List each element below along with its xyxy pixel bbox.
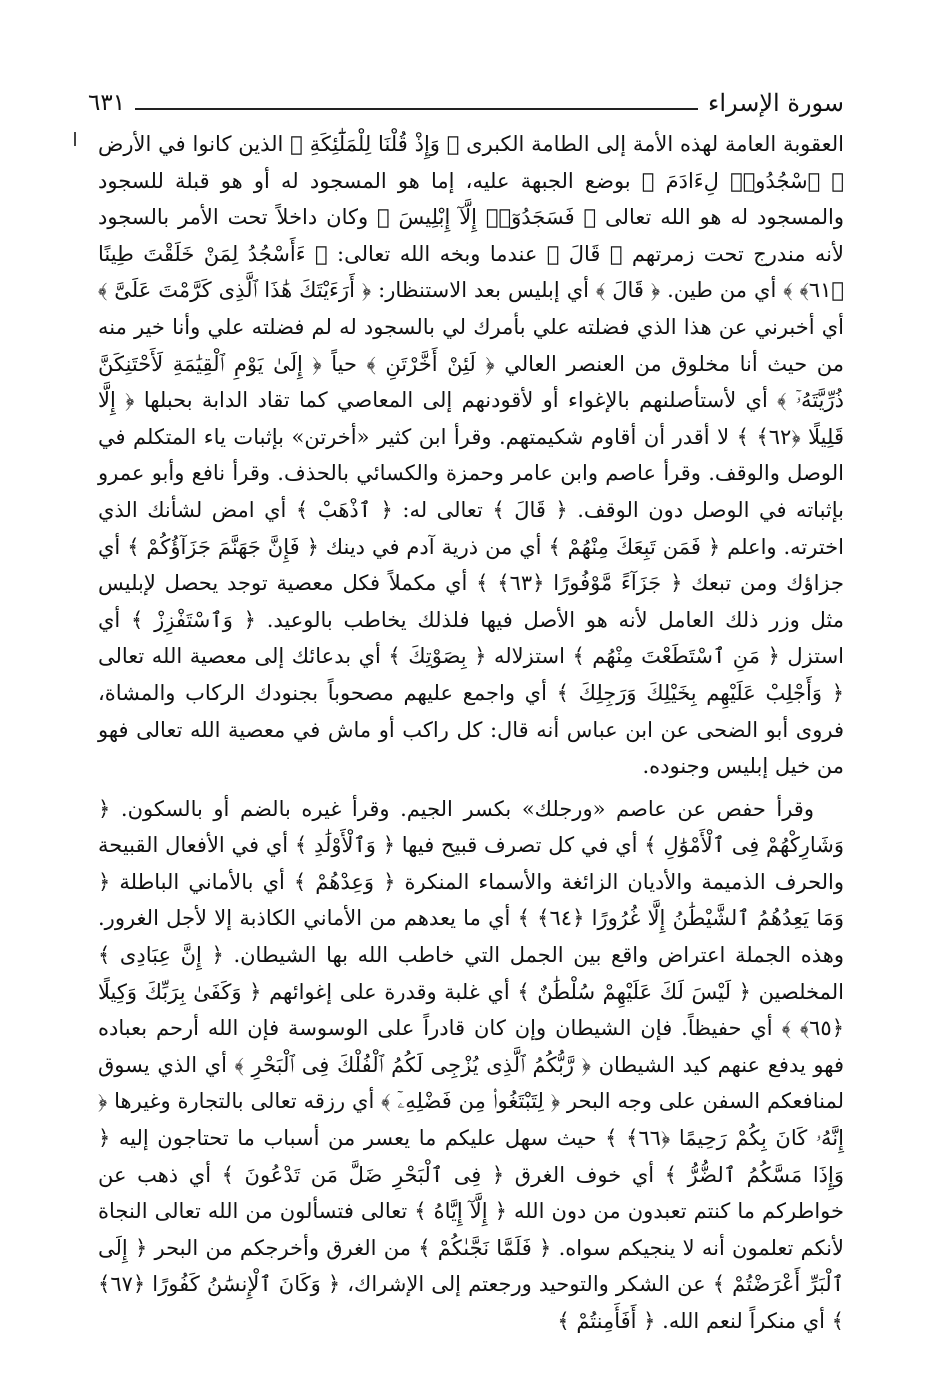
surah-title: سورة الإسراء [708, 89, 844, 117]
paragraph-2: وقرأ حفص عن عاصم «ورجلك» بكسر الجيم. وقرأ غيره بالضم أو بالسكون. ﴿ وَشَارِكْهُمْ فِى ٱلْأَمْوَٰلِ ﴾ أي في كل تصرف قبيح فيها ﴿ وَٱلْأَوْلَٰدِ ﴾ أي في الأفعال القبيحة والحرف الذميمة والأديان الزائغة والأسماء المنكرة ﴿ وَعِدْهُمْ ﴾ أي بالأماني الباطلة ﴿ وَمَا يَعِدُهُمُ ٱلشَّيْطَٰنُ إِلَّا غُرُورًا ﴿٦٤﴾ ﴾ أي ما يعدهم من الأماني الكاذبة إلا لأجل الغرور. وهذه الجملة اعتراض واقع بين الجمل التي خاطب الله بها الشيطان. ﴿ إِنَّ عِبَادِى ﴾ المخلصين ﴿ لَيْسَ لَكَ عَلَيْهِمْ سُلْطَٰنٌ ﴾ أي غلبة وقدرة على إغوائهم ﴿ وَكَفَىٰ بِرَبِّكَ وَكِيلًا ﴿٦٥﴾ ﴾ أي حفيظاً. فإن الشيطان وإن كان قادراً على الوسوسة فإن الله أرحم بعباده فهو يدفع عنهم كيد الشيطان ﴿ رَّبُّكُمُ ٱلَّذِى يُزْجِى لَكُمُ ٱلْفُلْكَ فِى ٱلْبَحْرِ ﴾ أي الذي يسوق لمنافعكم السفن على وجه البحر ﴿ لِتَبْتَغُوا۟ مِن فَضْلِهِۦٓ ﴾ أي رزقه تعالى بالتجارة وغيرها ﴿ إِنَّهُۥ كَانَ بِكُمْ رَحِيمًا ﴿٦٦﴾ ﴾ حيث سهل عليكم ما يعسر من أسباب ما تحتاجون إليه ﴿ وَإِذَا مَسَّكُمُ ٱلضُّرُّ ﴾ أي خوف الغرق ﴿ فِى ٱلْبَحْرِ ضَلَّ مَن تَدْعُونَ ﴾ أي ذهب عن خواطركم ما كنتم تعبدون من دون الله ﴿ إِلَّآ إِيَّاهُ ﴾ تعالى فتسألون من الله تعالى النجاة لأنكم تعلمون أنه لا ينجيكم سواه. ﴿ فَلَمَّا نَجَّىٰكُمْ ﴾ من الغرق وأخرجكم من البحر ﴿ إِلَى ٱلْبَرِّ أَعْرَضْتُمْ ﴾ عن الشكر والتوحيد ورجعتم إلى الإشراك، ﴿ وَكَانَ ٱلْإِنسَٰنُ كَفُورًا ﴿٦٧﴾ ﴾ أي منكراً لنعم الله. ﴿ أَفَأَمِنتُمْ ﴾ [98, 796, 844, 1333]
paragraph-1: العقوبة العامة لهذه الأمة إلى الطامة الكبرى ﴿ وَإِذْ قُلْنَا لِلْمَلَٰٓئِكَةِ ﴾ الذين كانوا في الأرض ﴿ ٱسْجُدُوا۟ لِءَادَمَ ﴾ بوضع الجبهة عليه، إما هو المسجود له أو هو قبلة للسجود والمسجود له هو الله تعالى ﴿ فَسَجَدُوٓا۟ إِلَّآ إِبْلِيسَ ﴾ وكان داخلاً تحت الأمر بالسجود لأنه مندرج تحت زمرتهم ﴿ قَالَ ﴾ عندما وبخه الله تعالى: ﴿ ءَأَسْجُدُ لِمَنْ خَلَقْتَ طِينًا ﴿٦١﴾ ﴾ أي من طين. ﴿ قَالَ ﴾ أي إبليس بعد الاستنظار: ﴿ أَرَءَيْتَكَ هَٰذَا ٱلَّذِى كَرَّمْتَ عَلَىَّ ﴾ أي أخبرني عن هذا الذي فضلته علي بأمرك لي بالسجود له لم فضلته علي وأنا خير منه من حيث أنا مخلوق من العنصر العالي ﴿ لَئِنْ أَخَّرْتَنِ ﴾ حياً ﴿ إِلَىٰ يَوْمِ ٱلْقِيَٰمَةِ لَأَحْتَنِكَنَّ ذُرِّيَّتَهُۥٓ ﴾ أي لأستأصلنهم بالإغواء أو لأقودنهم إلى المعاصي كما تقاد الدابة بحبلها ﴿ إِلَّا قَلِيلًا ﴿٦٢﴾ ﴾ لا أقدر أن أقاوم شكيمتهم. وقرأ ابن كثير «أخرتن» بإثبات ياء المتكلم في الوصل والوقف. وقرأ عاصم وابن عامر وحمزة والكسائي بالحذف. وقرأ نافع وأبو عمرو بإثباته في الوصل دون الوقف. ﴿ قَالَ ﴾ تعالى له: ﴿ ٱذْهَبْ ﴾ أي امض لشأنك الذي اخترته. واعلم ﴿ فَمَن تَبِعَكَ مِنْهُمْ ﴾ أي من ذرية آدم في دينك ﴿ فَإِنَّ جَهَنَّمَ جَزَآؤُكُمْ ﴾ أي جزاؤك ومن تبعك ﴿ جَزَآءً مَّوْفُورًا ﴿٦٣﴾ ﴾ أي مكملاً فكل معصية توجد يحصل لإبليس مثل وزر ذلك العامل لأنه هو الأصل فيها فلذلك يخاطب بالوعيد. ﴿ وَٱسْتَفْزِزْ ﴾ أي استزل ﴿ مَنِ ٱسْتَطَعْتَ مِنْهُم ﴾ استزلاله ﴿ بِصَوْتِكَ ﴾ أي بدعائك إلى معصية الله تعالى ﴿ وَأَجْلِبْ عَلَيْهِم بِخَيْلِكَ وَرَجِلِكَ ﴾ أي واجمع عليهم مصحوباً بجنودك الركاب والمشاة، فروى أبو الضحى عن ابن عباس أنه قال: كل راكب أو ماش في معصية الله تعالى فهو من خيل إبليس وجنوده. [98, 132, 845, 779]
body-text [98, 126, 844, 1340]
header-rule [135, 108, 698, 110]
running-header [88, 82, 844, 118]
page-number: ٦٣١ [88, 90, 126, 116]
margin-mark [74, 132, 76, 146]
